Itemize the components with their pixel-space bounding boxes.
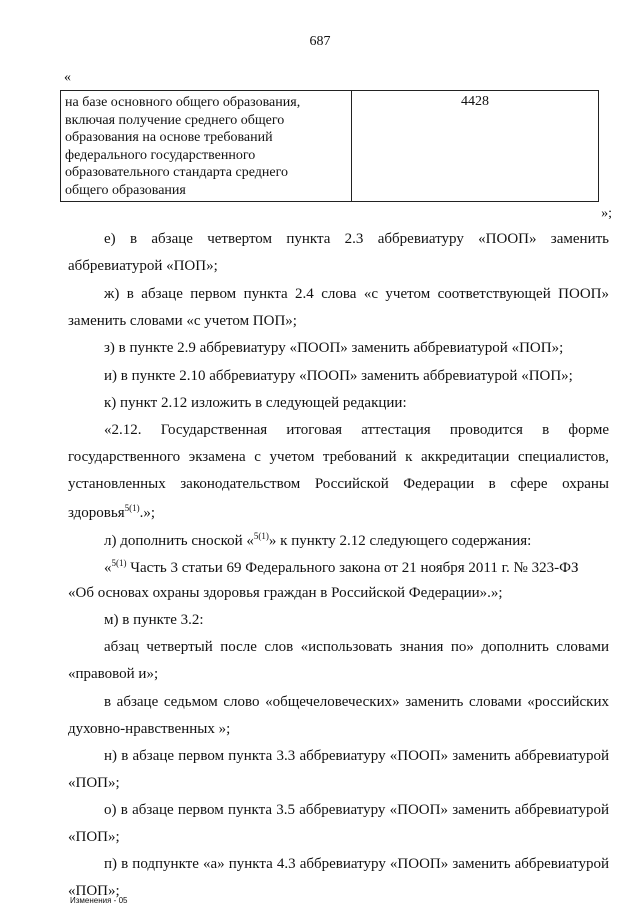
page-number: 687 <box>309 34 331 49</box>
table-text-line: на базе основного общего образования, <box>65 95 301 110</box>
footnote-marker: 5(1) <box>111 558 127 568</box>
quoted-table <box>60 90 599 202</box>
text-line-k: к) пункт 2.12 изложить в следующей редакции: <box>104 395 407 411</box>
text-line: духовно-нравственных »; <box>68 721 231 737</box>
text-line-e: е) в абзаце четвертом пункта 2.3 аббревиатуру «ПООП» заменить <box>104 231 609 247</box>
text-line-i: и) в пункте 2.10 аббревиатуру «ПООП» заменить аббревиатурой «ПОП»; <box>104 368 573 384</box>
text-line: абзац четвертый после слов «использовать знания по» дополнить словами <box>104 639 609 655</box>
table-cell-value: 4428 <box>461 94 489 109</box>
text-line: «правовой и»; <box>68 666 159 682</box>
table-text-line: включая получение среднего общего <box>65 112 285 128</box>
footnote-line <box>104 558 578 577</box>
text-line <box>68 503 155 522</box>
text-line: установленных законодательством Российской Федерации в сфере охраны <box>68 476 609 492</box>
text-line: государственного экзамена с учетом требований к аккредитации специалистов, <box>68 449 609 465</box>
text-line: аббревиатурой «ПОП»; <box>68 258 218 274</box>
text-line: «ПОП»; <box>68 829 120 845</box>
footnote-marker: 5(1) <box>253 531 269 541</box>
text-line: «ПОП»; <box>68 883 120 899</box>
text-line-l <box>104 531 531 550</box>
table-text-line: общего образования <box>65 182 186 198</box>
text-fragment: » к пункту 2.12 следующего содержания: <box>268 533 532 549</box>
text-fragment: л) дополнить сноской « <box>104 533 254 549</box>
text-line-zh: ж) в абзаце первом пункта 2.4 слова «с учетом соответствующей ПООП» <box>104 286 609 302</box>
text-line: «Об основах охраны здоровья граждан в Российской Федерации».»; <box>68 585 503 601</box>
page-footer: Изменения - 05 <box>70 896 128 905</box>
text-line-2-12: «2.12. Государственная итоговая аттестация проводится в форме <box>104 422 609 438</box>
text-line-o: о) в абзаце первом пункта 3.5 аббревиатуру «ПООП» заменить аббревиатурой <box>104 802 609 818</box>
footnote-marker: 5(1) <box>124 503 140 513</box>
text-line: «ПОП»; <box>68 775 120 791</box>
text-line-m: м) в пункте 3.2: <box>104 612 204 628</box>
table-cell-description <box>61 91 352 201</box>
text-fragment: Часть 3 статьи 69 Федерального закона от 21 ноября 2011 г. № 323-ФЗ <box>126 560 579 576</box>
text-line: в абзаце седьмом слово «общечеловеческих» заменить словами «российских <box>104 694 609 710</box>
closing-quote: »; <box>601 206 612 221</box>
text-line-p: п) в подпункте «а» пункта 4.3 аббревиатуру «ПООП» заменить аббревиатурой <box>104 856 609 872</box>
text-fragment: здоровья <box>68 505 125 521</box>
text-fragment: .»; <box>139 505 156 521</box>
text-line-z: з) в пункте 2.9 аббревиатуру «ПООП» заменить аббревиатурой «ПОП»; <box>104 340 564 356</box>
opening-quote: « <box>64 70 71 85</box>
text-line: заменить словами «с учетом ПОП»; <box>68 313 297 329</box>
text-line-n: н) в абзаце первом пункта 3.3 аббревиатуру «ПООП» заменить аббревиатурой <box>104 748 609 764</box>
table-text-line: федерального государственного <box>65 147 256 163</box>
text-fragment: « <box>104 560 112 576</box>
table-text-line: образовательного стандарта среднего <box>65 165 288 180</box>
table-text-line: образования на основе требований <box>65 130 273 145</box>
